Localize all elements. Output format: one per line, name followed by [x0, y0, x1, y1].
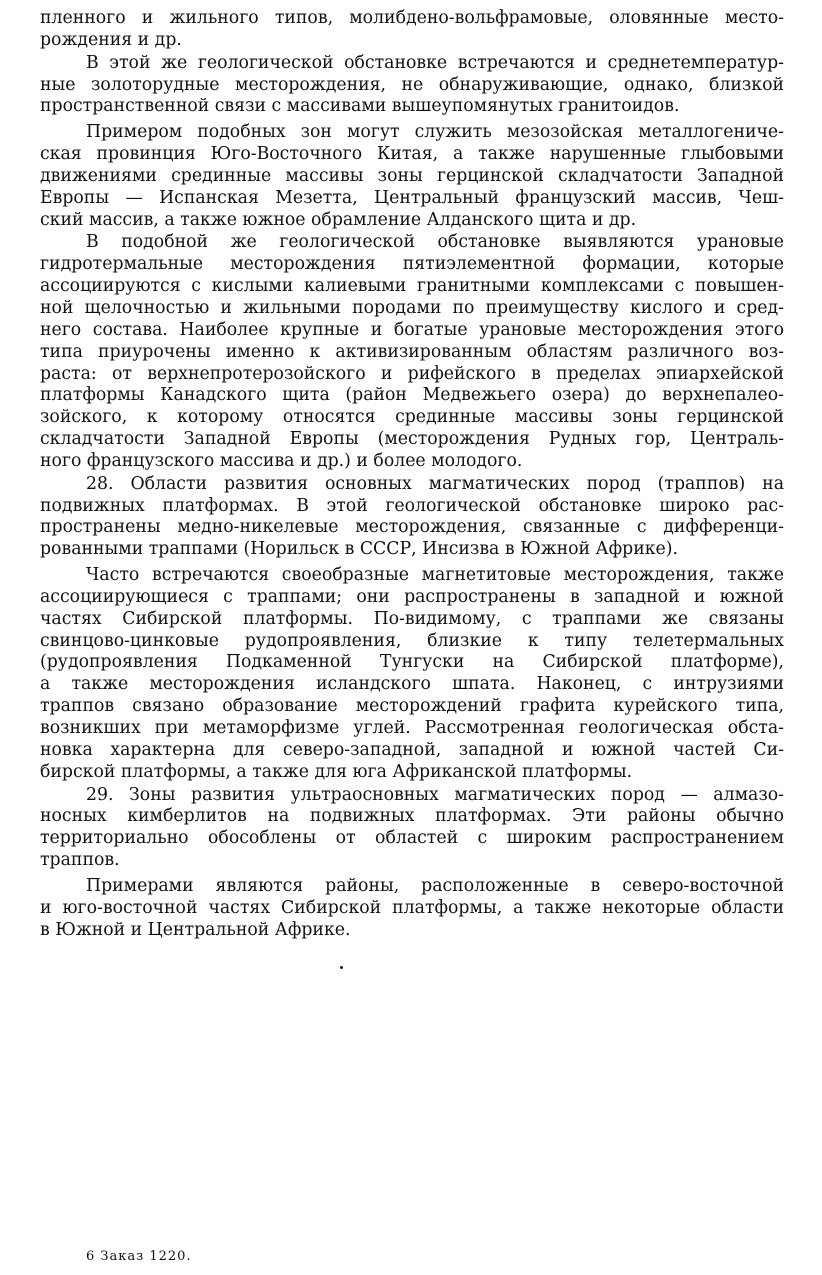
text-line: ский массив, а также южное обрамление Алданского щита и др. — [40, 209, 637, 230]
text-line: бирской платформы, а также для юга Африканской платформы. — [40, 761, 633, 782]
text-line: Примерами являются районы, расположенные в северо-восточной — [86, 875, 784, 896]
text-line: носных кимберлитов на подвижных платформах. Эти районы обычно — [40, 806, 784, 827]
paragraph-3 — [40, 122, 784, 231]
paragraph-1 — [40, 8, 784, 52]
paragraph-8 — [40, 876, 784, 942]
text-line: пленного и жильного типов, молибдено-вольфрамовые, оловянные место- — [40, 8, 784, 28]
text-line: новка характерна для северо-западной, западной и южной частей Си- — [40, 739, 784, 760]
paragraph-7 — [40, 785, 784, 872]
text-line: свинцово-цинковые рудопроявления, близкие к типу телетермальных — [40, 630, 784, 651]
paragraph-5 — [40, 474, 784, 561]
paragraph-2 — [40, 53, 784, 119]
paragraph-4 — [40, 232, 784, 472]
print-speck — [340, 966, 343, 969]
printer-signature: 6 Заказ 1220. — [86, 1249, 192, 1264]
text-line: ной щелочностью и жильными породами по преимуществу кислого и сред- — [40, 297, 784, 318]
text-line: пространены медно-никелевые месторождения, связанные с дифференци- — [40, 517, 784, 538]
text-line: типа приурочены именно к активизированным областям различного воз- — [40, 341, 784, 362]
text-line: складчатости Западной Европы (месторождения Рудных гор, Централь- — [40, 429, 784, 450]
text-line: а также месторождения исландского шпата. Наконец, с интрузиями — [40, 674, 784, 695]
text-line: ская провинция Юго-Восточного Китая, а также нарушенные глыбовыми — [40, 144, 784, 165]
text-line: Примером подобных зон могут служить мезозойская металлогениче- — [86, 122, 784, 143]
text-line: возникших при метаморфизме углей. Рассмотренная геологическая обста- — [40, 718, 784, 738]
text-line: движениями срединные массивы зоны герцинской складчатости Западной — [40, 165, 784, 186]
text-line: В этой же геологической обстановке встречаются и среднетемператур- — [86, 52, 784, 73]
text-line: ассоциирующиеся с траппами; они распространены в западной и южной — [40, 586, 784, 607]
text-line: Часто встречаются своеобразные магнетитовые месторождения, также — [86, 565, 784, 586]
text-line: в Южной и Центральной Африке. — [40, 919, 351, 940]
paragraph-6 — [40, 565, 784, 783]
text-line: него состава. Наиболее крупные и богатые урановые месторождения этого — [40, 319, 784, 340]
text-line: подвижных платформах. В этой геологической обстановке широко рас- — [40, 495, 784, 516]
text-line: Европы — Испанская Мезетта, Центральный французский массив, Чеш- — [40, 187, 784, 208]
text-line: рождения и др. — [40, 29, 182, 50]
text-line: 29. Зоны развития ультраосновных магматических пород — алмазо- — [86, 784, 784, 805]
text-line: частях Сибирской платформы. По-видимому, с траппами же связаны — [40, 608, 784, 629]
text-line: траппов связано образование месторождений графита курейского типа, — [40, 696, 784, 717]
text-line: и юго-восточной частях Сибирской платформы, а также некоторые области — [40, 897, 784, 918]
text-line: В подобной же геологической обстановке выявляются урановые — [86, 232, 784, 253]
text-line: траппов. — [40, 850, 120, 871]
text-line: пространственной связи с массивами вышеупомянутых гранитоидов. — [40, 96, 680, 117]
text-line: гидротермальные месторождения пятиэлементной формации, которые — [40, 254, 784, 275]
text-line: рованными траппами (Норильск в СССР, Инсизва в Южной Африке). — [40, 539, 678, 560]
text-line: ные золоторудные месторождения, не обнаруживающие, однако, близкой — [40, 74, 784, 95]
text-line: 28. Области развития основных магматических пород (траппов) на — [86, 473, 784, 494]
text-line: зойского, к которому относятся срединные массивы зоны герцинской — [40, 407, 784, 428]
text-line: (рудопроявления Подкаменной Тунгуски на Сибирской платформе), — [40, 652, 784, 673]
text-line: раста: от верхнепротерозойского и рифейского в пределах эпиархейской — [40, 363, 784, 384]
text-line: ассоциируются с кислыми калиевыми гранитными комплексами с повышен- — [40, 276, 784, 297]
text-line: платформы Канадского щита (район Медвежьего озера) до верхнепалео- — [40, 385, 784, 406]
page-body — [40, 8, 784, 945]
text-line: ного французского массива и др.) и более молодого. — [40, 450, 523, 471]
text-line: территориально обособлены от областей с широким распространением — [40, 828, 784, 849]
